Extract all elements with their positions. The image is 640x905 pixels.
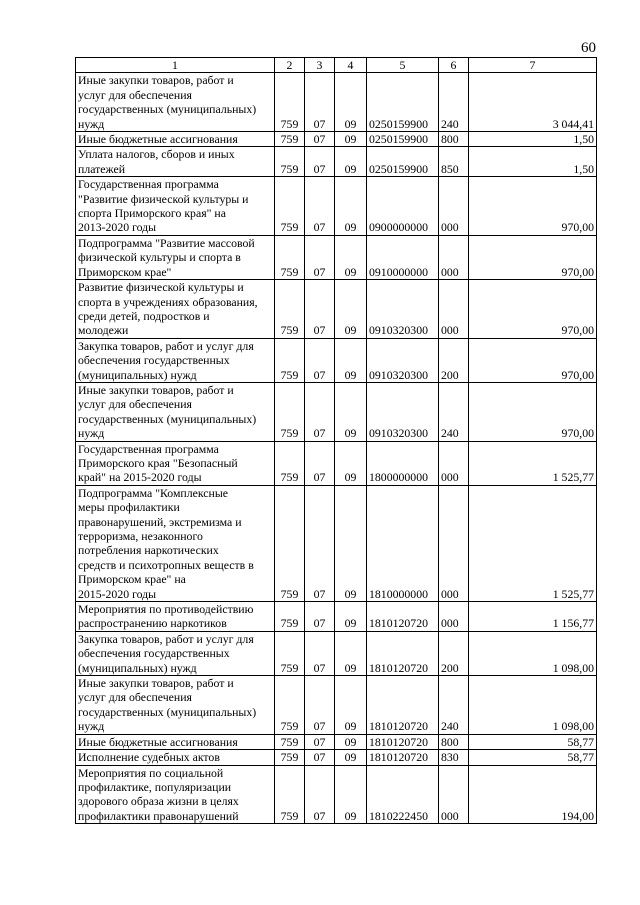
subsection-code-cell: 09 bbox=[335, 441, 367, 485]
header-col-2: 2 bbox=[275, 58, 305, 73]
expense-type-cell: 000 bbox=[439, 280, 469, 339]
target-article-cell: 1800000000 bbox=[367, 441, 439, 485]
item-name-line: Иные закупки товаров, работ и bbox=[78, 382, 234, 397]
subsection-code-cell: 09 bbox=[335, 631, 367, 675]
section-code-cell: 07 bbox=[305, 765, 335, 824]
table-header-row bbox=[76, 58, 597, 73]
item-name-line: Подпрограмма "Развитие массовой bbox=[78, 235, 255, 250]
item-name-line: потребления наркотических bbox=[78, 543, 219, 558]
header-col-3: 3 bbox=[305, 58, 335, 73]
subsection-code-cell: 09 bbox=[335, 602, 367, 632]
item-name-line: Закупка товаров, работ и услуг для bbox=[78, 631, 254, 646]
subsection-code-cell: 09 bbox=[335, 147, 367, 177]
header-col-4: 4 bbox=[335, 58, 367, 73]
section-code-cell: 07 bbox=[305, 147, 335, 177]
item-name-line: терроризма, незаконного bbox=[78, 529, 203, 543]
table-row bbox=[76, 734, 597, 749]
expense-type-cell: 000 bbox=[439, 602, 469, 632]
item-name-cell bbox=[76, 631, 275, 675]
table-row bbox=[76, 177, 597, 236]
budget-code-cell: 759 bbox=[275, 631, 305, 675]
section-code-cell: 07 bbox=[305, 132, 335, 147]
table-row bbox=[76, 382, 597, 441]
header-col-7: 7 bbox=[469, 58, 597, 73]
item-name-cell bbox=[76, 602, 275, 632]
item-name-line: здорового образа жизни в целях bbox=[78, 794, 239, 809]
item-name-line: среди детей, подростков и bbox=[78, 308, 210, 323]
amount-cell: 1 525,77 bbox=[469, 485, 597, 601]
amount-cell: 970,00 bbox=[469, 177, 597, 236]
table-row bbox=[76, 338, 597, 382]
item-name-line: (муниципальных) нужд bbox=[78, 367, 197, 382]
item-name-line: Государственная программа bbox=[78, 177, 219, 192]
item-name-line: услуг для обеспечения bbox=[78, 397, 192, 412]
amount-cell: 1 098,00 bbox=[469, 676, 597, 735]
page-number: 60 bbox=[581, 40, 596, 56]
item-name-line: Приморском крае" bbox=[78, 264, 172, 279]
item-name-line: меры профилактики bbox=[78, 500, 180, 515]
expense-type-cell: 850 bbox=[439, 147, 469, 177]
expense-type-cell: 800 bbox=[439, 734, 469, 749]
item-name-line: Исполнение судебных актов bbox=[78, 750, 220, 765]
amount-cell: 1 098,00 bbox=[469, 631, 597, 675]
budget-code-cell: 759 bbox=[275, 73, 305, 132]
expense-type-cell: 240 bbox=[439, 676, 469, 735]
subsection-code-cell: 09 bbox=[335, 750, 367, 765]
item-name-line: средств и психотропных веществ в bbox=[78, 557, 254, 572]
item-name-cell bbox=[76, 280, 275, 339]
amount-cell: 194,00 bbox=[469, 765, 597, 824]
expense-type-cell: 000 bbox=[439, 765, 469, 824]
table-row bbox=[76, 147, 597, 177]
item-name-cell bbox=[76, 132, 275, 147]
item-name-line: услуг для обеспечения bbox=[78, 690, 192, 705]
table-row bbox=[76, 750, 597, 765]
item-name-cell bbox=[76, 485, 275, 601]
item-name-cell bbox=[76, 73, 275, 132]
target-article-cell: 0910320300 bbox=[367, 338, 439, 382]
table-body bbox=[76, 73, 597, 824]
amount-cell: 58,77 bbox=[469, 734, 597, 749]
item-name-cell bbox=[76, 441, 275, 485]
item-name-line: Иные закупки товаров, работ и bbox=[78, 676, 234, 691]
table-row bbox=[76, 132, 597, 147]
table-row bbox=[76, 602, 597, 632]
subsection-code-cell: 09 bbox=[335, 338, 367, 382]
target-article-cell: 0910320300 bbox=[367, 280, 439, 339]
subsection-code-cell: 09 bbox=[335, 235, 367, 279]
section-code-cell: 07 bbox=[305, 602, 335, 632]
target-article-cell: 1810120720 bbox=[367, 631, 439, 675]
item-name-line: распространению наркотиков bbox=[78, 616, 227, 631]
amount-cell: 970,00 bbox=[469, 382, 597, 441]
amount-cell: 970,00 bbox=[469, 338, 597, 382]
section-code-cell: 07 bbox=[305, 750, 335, 765]
section-code-cell: 07 bbox=[305, 177, 335, 236]
expense-type-cell: 240 bbox=[439, 73, 469, 132]
expense-type-cell: 000 bbox=[439, 235, 469, 279]
section-code-cell: 07 bbox=[305, 235, 335, 279]
item-name-cell bbox=[76, 235, 275, 279]
table-row bbox=[76, 441, 597, 485]
budget-code-cell: 759 bbox=[275, 382, 305, 441]
item-name-line: услуг для обеспечения bbox=[78, 87, 192, 102]
budget-code-cell: 759 bbox=[275, 750, 305, 765]
amount-cell: 1,50 bbox=[469, 132, 597, 147]
item-name-line: Уплата налогов, сборов и иных bbox=[78, 147, 235, 162]
target-article-cell: 1810120720 bbox=[367, 676, 439, 735]
item-name-line: профилактики правонарушений bbox=[78, 808, 239, 823]
header-col-6: 6 bbox=[439, 58, 469, 73]
section-code-cell: 07 bbox=[305, 485, 335, 601]
expense-type-cell: 800 bbox=[439, 132, 469, 147]
item-name-line: нужд bbox=[78, 719, 105, 734]
target-article-cell: 0910000000 bbox=[367, 235, 439, 279]
budget-code-cell: 759 bbox=[275, 147, 305, 177]
expense-type-cell: 000 bbox=[439, 177, 469, 236]
amount-cell: 1,50 bbox=[469, 147, 597, 177]
amount-cell: 970,00 bbox=[469, 235, 597, 279]
budget-code-cell: 759 bbox=[275, 676, 305, 735]
target-article-cell: 1810120720 bbox=[367, 734, 439, 749]
item-name-line: правонарушений, экстремизма и bbox=[78, 514, 242, 529]
amount-cell: 58,77 bbox=[469, 750, 597, 765]
item-name-line: Приморском крае" на bbox=[78, 572, 186, 587]
expense-type-cell: 240 bbox=[439, 382, 469, 441]
item-name-line: Иные закупки товаров, работ и bbox=[78, 73, 234, 88]
item-name-line: молодежи bbox=[78, 323, 129, 338]
subsection-code-cell: 09 bbox=[335, 177, 367, 236]
item-name-line: физической культуры и спорта в bbox=[78, 250, 241, 265]
budget-code-cell: 759 bbox=[275, 765, 305, 824]
target-article-cell: 0910320300 bbox=[367, 382, 439, 441]
budget-code-cell: 759 bbox=[275, 132, 305, 147]
section-code-cell: 07 bbox=[305, 676, 335, 735]
budget-code-cell: 759 bbox=[275, 602, 305, 632]
expense-type-cell: 830 bbox=[439, 750, 469, 765]
item-name-line: 2013-2020 годы bbox=[78, 220, 157, 235]
budget-code-cell: 759 bbox=[275, 177, 305, 236]
amount-cell: 970,00 bbox=[469, 280, 597, 339]
table-row bbox=[76, 765, 597, 824]
subsection-code-cell: 09 bbox=[335, 280, 367, 339]
item-name-line: спорта в учреждениях образования, bbox=[78, 294, 258, 309]
item-name-line: спорта Приморского края" на bbox=[78, 206, 226, 221]
section-code-cell: 07 bbox=[305, 280, 335, 339]
budget-code-cell: 759 bbox=[275, 485, 305, 601]
table-row bbox=[76, 631, 597, 675]
section-code-cell: 07 bbox=[305, 441, 335, 485]
amount-cell: 3 044,41 bbox=[469, 73, 597, 132]
subsection-code-cell: 09 bbox=[335, 676, 367, 735]
item-name-line: Иные бюджетные ассигнования bbox=[78, 132, 238, 147]
section-code-cell: 07 bbox=[305, 73, 335, 132]
item-name-line: обеспечения государственных bbox=[78, 353, 230, 368]
target-article-cell: 1810120720 bbox=[367, 750, 439, 765]
target-article-cell: 1810120720 bbox=[367, 602, 439, 632]
budget-table bbox=[75, 57, 597, 824]
item-name-line: платежей bbox=[78, 161, 126, 176]
subsection-code-cell: 09 bbox=[335, 734, 367, 749]
table-row bbox=[76, 73, 597, 132]
item-name-line: государственных (муниципальных) bbox=[78, 102, 257, 117]
item-name-line: государственных (муниципальных) bbox=[78, 411, 257, 426]
item-name-line: профилактике, популяризации bbox=[78, 779, 232, 794]
item-name-cell bbox=[76, 382, 275, 441]
subsection-code-cell: 09 bbox=[335, 765, 367, 824]
target-article-cell: 1810000000 bbox=[367, 485, 439, 601]
section-code-cell: 07 bbox=[305, 734, 335, 749]
item-name-line: край" на 2015-2020 годы bbox=[78, 470, 202, 485]
budget-code-cell: 759 bbox=[275, 441, 305, 485]
target-article-cell: 0900000000 bbox=[367, 177, 439, 236]
target-article-cell: 1810222450 bbox=[367, 765, 439, 824]
table-row bbox=[76, 235, 597, 279]
subsection-code-cell: 09 bbox=[335, 132, 367, 147]
item-name-cell bbox=[76, 750, 275, 765]
item-name-line: Закупка товаров, работ и услуг для bbox=[78, 338, 254, 353]
expense-type-cell: 000 bbox=[439, 485, 469, 601]
budget-code-cell: 759 bbox=[275, 280, 305, 339]
table-row bbox=[76, 485, 597, 601]
item-name-cell bbox=[76, 734, 275, 749]
item-name-line: обеспечения государственных bbox=[78, 646, 230, 661]
section-code-cell: 07 bbox=[305, 382, 335, 441]
expense-type-cell: 200 bbox=[439, 338, 469, 382]
budget-code-cell: 759 bbox=[275, 235, 305, 279]
item-name-line: 2015-2020 годы bbox=[78, 586, 157, 601]
header-col-1: 1 bbox=[76, 58, 275, 73]
item-name-cell bbox=[76, 765, 275, 824]
section-code-cell: 07 bbox=[305, 338, 335, 382]
item-name-line: Государственная программа bbox=[78, 441, 219, 456]
item-name-line: Мероприятия по социальной bbox=[78, 765, 224, 780]
target-article-cell: 0250159900 bbox=[367, 147, 439, 177]
expense-type-cell: 000 bbox=[439, 441, 469, 485]
target-article-cell: 0250159900 bbox=[367, 132, 439, 147]
target-article-cell: 0250159900 bbox=[367, 73, 439, 132]
item-name-cell bbox=[76, 147, 275, 177]
item-name-line: государственных (муниципальных) bbox=[78, 704, 257, 719]
item-name-line: Иные бюджетные ассигнования bbox=[78, 734, 238, 749]
item-name-line: (муниципальных) нужд bbox=[78, 660, 197, 675]
item-name-line: Подпрограмма "Комплексные bbox=[78, 485, 229, 500]
subsection-code-cell: 09 bbox=[335, 73, 367, 132]
budget-code-cell: 759 bbox=[275, 338, 305, 382]
section-code-cell: 07 bbox=[305, 631, 335, 675]
item-name-line: Мероприятия по противодействию bbox=[78, 602, 254, 617]
item-name-cell bbox=[76, 177, 275, 236]
item-name-line: "Развитие физической культуры и bbox=[78, 191, 249, 206]
table-row bbox=[76, 280, 597, 339]
item-name-line: Приморского края "Безопасный bbox=[78, 455, 238, 470]
subsection-code-cell: 09 bbox=[335, 382, 367, 441]
amount-cell: 1 525,77 bbox=[469, 441, 597, 485]
expense-type-cell: 200 bbox=[439, 631, 469, 675]
item-name-cell bbox=[76, 676, 275, 735]
header-col-5: 5 bbox=[367, 58, 439, 73]
budget-code-cell: 759 bbox=[275, 734, 305, 749]
amount-cell: 1 156,77 bbox=[469, 602, 597, 632]
item-name-line: нужд bbox=[78, 116, 105, 131]
item-name-line: Развитие физической культуры и bbox=[78, 280, 244, 295]
item-name-cell bbox=[76, 338, 275, 382]
item-name-line: нужд bbox=[78, 426, 105, 441]
subsection-code-cell: 09 bbox=[335, 485, 367, 601]
table-row bbox=[76, 676, 597, 735]
